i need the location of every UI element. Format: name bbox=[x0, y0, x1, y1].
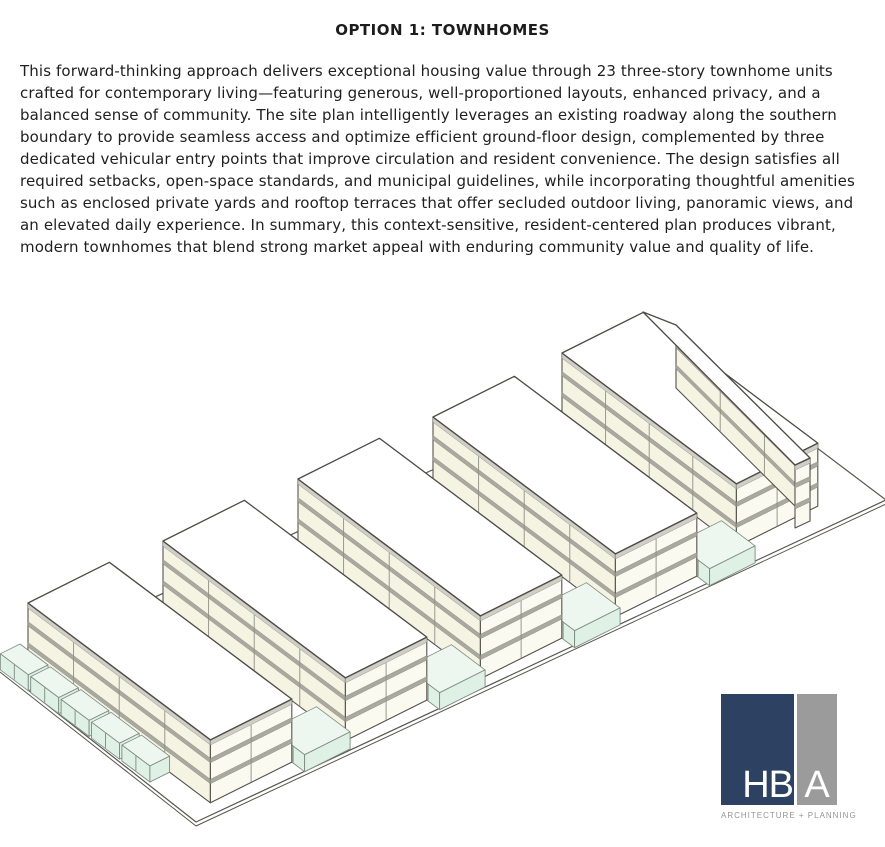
logo-tagline: ARCHITECTURE + PLANNING bbox=[721, 811, 857, 820]
logo-hb-block bbox=[721, 694, 794, 805]
logo-a-letter: A bbox=[804, 763, 830, 806]
hba-logo bbox=[721, 694, 857, 820]
logo-mark bbox=[721, 694, 837, 805]
intro-paragraph: This forward-thinking approach delivers exceptional housing value through 23 three-story townhome units crafted for contemporary living—featuring generous, well-proportioned layouts, enhanced privacy, and a balanced sense of community. The site plan intelligently leverages an existing roadway along the southern boundary to provide seamless access and optimize efficient ground-floor design, complemented by three dedicated vehicular entry points that improve circulation and resident convenience. The design satisfies all required setbacks, open-space standards, and municipal guidelines, while incorporating thoughtful amenities such as enclosed private yards and rooftop terraces that offer secluded outdoor living, panoramic views, and an elevated daily experience. In summary, this context-sensitive, resident-centered plan produces vibrant, modern townhomes that blend strong market appeal with enduring community value and quality of life. bbox=[20, 62, 855, 256]
page-title: OPTION 1: TOWNHOMES bbox=[335, 21, 550, 39]
logo-hb-letters: HB bbox=[742, 763, 793, 806]
logo-a-block bbox=[797, 694, 837, 805]
